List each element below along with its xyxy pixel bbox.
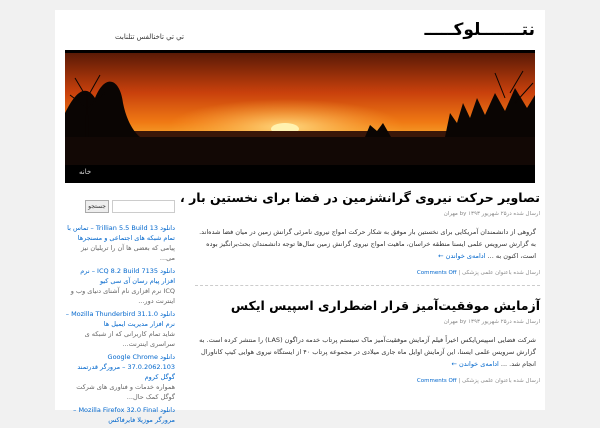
recent-post-link[interactable]: دانلود Mozilla Thunderbird 31.1.0 – نرم افزار مدیریت ایمیل ها — [65, 310, 175, 328]
search-input[interactable] — [112, 200, 175, 213]
search-form — [65, 200, 175, 213]
menu-item-home[interactable]: خانه — [79, 168, 92, 176]
read-more-link[interactable]: ادامه‌ی خواندن ← — [451, 360, 499, 368]
post — [179, 190, 540, 286]
post-excerpt-text: گروهی از دانشمندان آمریکایی برای نخستین بار موفق به شکار حرکت امواج نیروی نامرئی گرانش زمین در میان فضا شده‌اند. به گزارش سرویس علمی ایسنا منطقه خراسان، ماهیت امواج نیروی گرانش زمین سال‌ها توجه دانشمندان بحث‌برانگیز بوده است، اکنون به ... — [199, 228, 536, 260]
post-title[interactable]: تصاویر حرکت نیروی گرانشزمین در فضا برای نخستین بار ، — [179, 190, 540, 205]
post-excerpt — [195, 334, 540, 370]
post-footer — [195, 269, 540, 277]
recent-post-link[interactable]: دانلود ICQ 8.2 Build 7135 – نرم افزار پیام رسان آی سی کیو — [80, 267, 175, 285]
search-button[interactable]: جستجو — [85, 200, 109, 213]
post-category[interactable]: ارسال شده باعنوان علمی پزشکی | — [458, 270, 540, 276]
page-wrapper — [55, 10, 545, 424]
list-item — [65, 223, 175, 263]
site-description: تي تي تاخنالفس تتلنابت — [115, 33, 184, 41]
list-item — [65, 309, 175, 349]
post-excerpt — [195, 226, 540, 262]
main-content — [179, 190, 540, 397]
recent-post-excerpt: ICQ نرم افزاری نام آشنای دنیای وب و اینترنت دور... — [70, 287, 175, 305]
recent-post-excerpt: شاید تمام کاربرانی که از شبکه ی سراسری اینترنت... — [84, 330, 175, 348]
recent-posts-list — [65, 223, 175, 425]
post-excerpt-text: شرکت فضایی اسپیس‌ایکس اخیراً فیلم آزمایش موفقیت‌آمیز ماک سیستم پرتاب خدمه دراگون (LAS) را منتشر کرده است. به گزارش سرویس علمی ایسنا، این آزمایش اوایل ماه جاری میلادی در مجموعه پرتاب ۴۰ از ایستگاه نیروی هوایی کیپ کاناورال انجام شد. ... — [199, 336, 536, 368]
list-item — [65, 405, 175, 425]
sidebar — [65, 200, 175, 428]
recent-post-excerpt: همواره خدمات و فناوری های شرکت گوگل کمک حال... — [76, 383, 175, 401]
site-title[interactable]: نتـــــــلوکـــــ — [424, 20, 535, 40]
recent-post-link[interactable]: دانلود Google Chrome 37.0.2062.103 – مرورگر قدرتمند گوگل کروم — [77, 353, 175, 381]
post-footer — [195, 377, 540, 385]
read-more-link[interactable]: ادامه‌ی خواندن ← — [438, 252, 486, 260]
post-meta: ارسال شده در۲۵ شهریور ۱۳۹۳ by مهران — [443, 319, 540, 325]
list-item — [65, 266, 175, 306]
header-banner-image — [65, 53, 535, 165]
main-menu — [65, 165, 535, 183]
post — [195, 298, 540, 385]
post-divider — [195, 285, 540, 286]
comments-link[interactable]: Comments Off — [416, 378, 457, 384]
post-title[interactable]: آزمایش موفقیت‌آمیز قرار اضطراری اسپیس ایکس — [230, 298, 540, 313]
comments-link[interactable]: Comments Off — [416, 270, 457, 276]
recent-post-excerpt: پیامی که بعضی ها آن را تریلیان نیز می... — [80, 244, 175, 262]
post-meta: ارسال شده در۲۵ شهریور ۱۳۹۳ by مهران — [443, 211, 540, 217]
recent-post-link[interactable]: دانلود Trillian 5.5 Build 13 – تماس با تمام شبکه های اجتماعی و مسنجرها — [67, 224, 175, 242]
post-category[interactable]: ارسال شده باعنوان علمی پزشکی | — [458, 378, 540, 384]
recent-post-link[interactable]: دانلود Mozilla Firefox 32.0 Final – مرورگر موزیلا فایرفاکس — [73, 406, 175, 424]
list-item — [65, 352, 175, 402]
